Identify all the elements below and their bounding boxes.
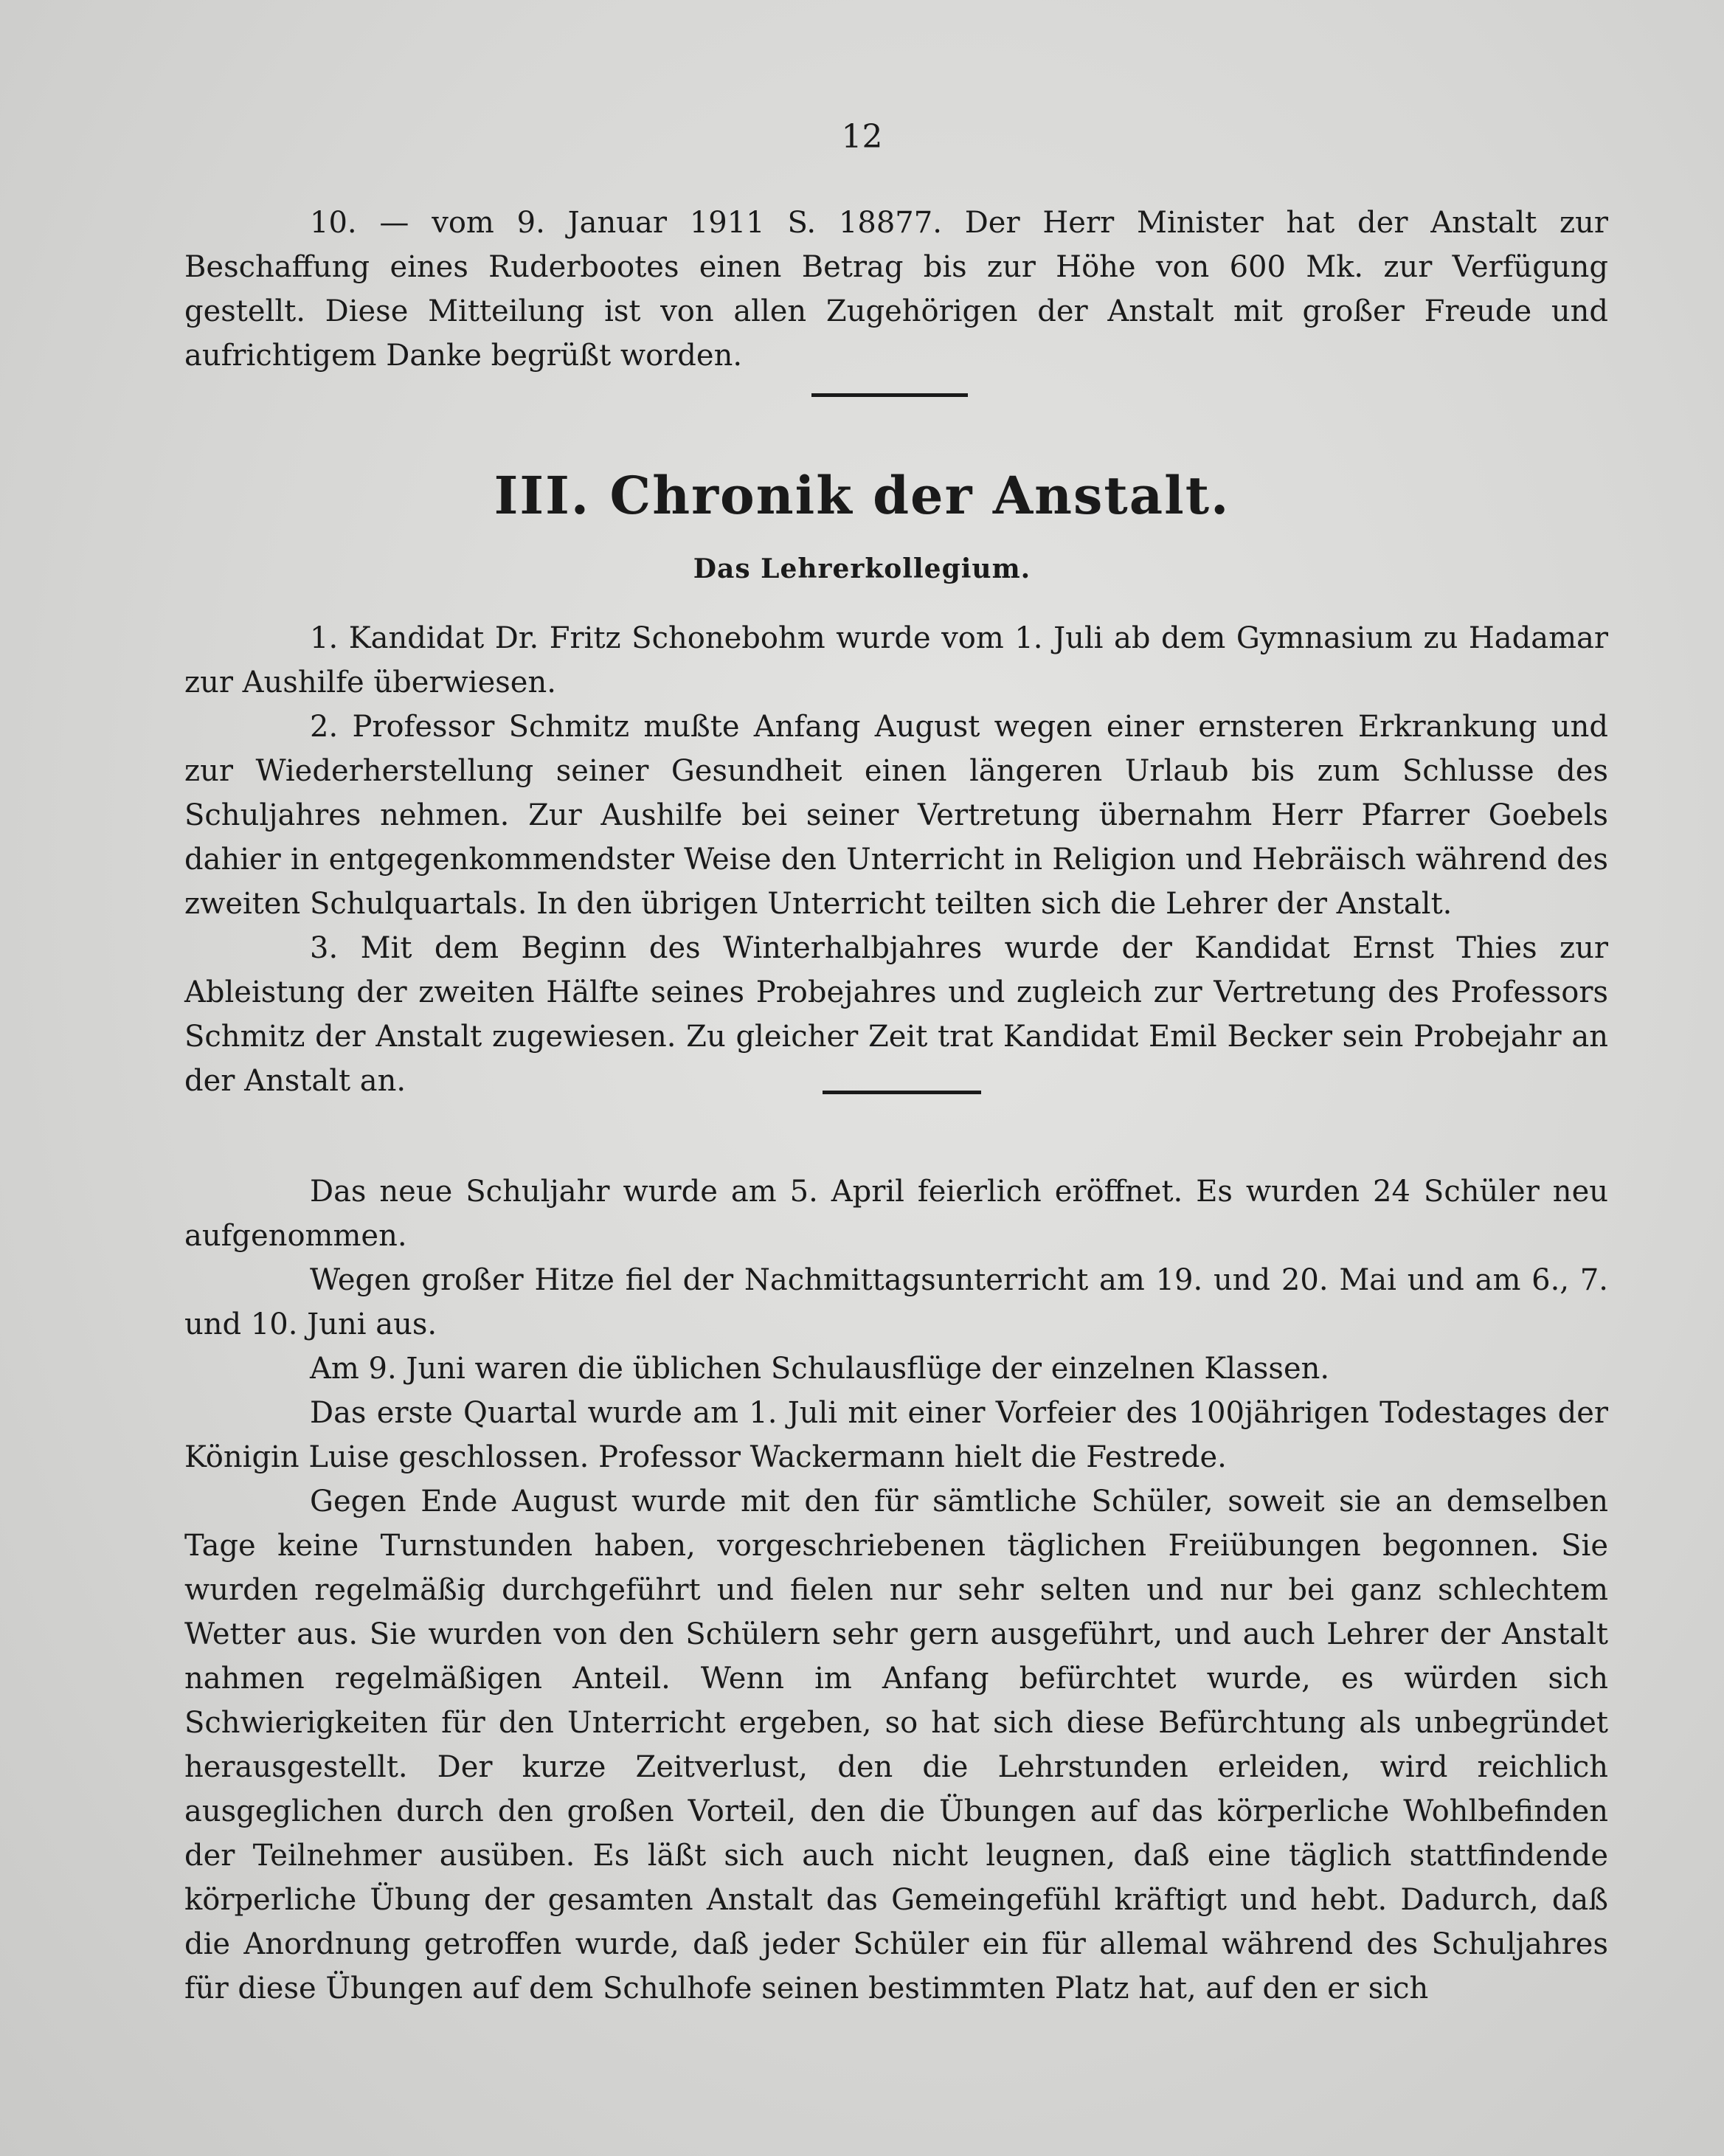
faculty-list xyxy=(184,616,1608,1103)
faculty-item: 3. Mit dem Beginn des Winterhalbjahres wurde der Kandidat Ernst Thies zur Ableistung der zweiten Hälfte seines Probejahres und zugleich zur Vertretung des Professors Schmitz der Anstalt zugewiesen. Zu gleicher Zeit trat Kandidat Emil Becker sein Probejahr an der Anstalt an. xyxy=(184,931,1608,1098)
chronicle-paragraph: Das neue Schuljahr wurde am 5. April feierlich eröffnet. Es wurden 24 Schüler neu aufgenommen. xyxy=(184,1175,1608,1253)
faculty-item: 1. Kandidat Dr. Fritz Schonebohm wurde vom 1. Juli ab dem Gymnasium zu Hadamar zur Aushilfe überwiesen. xyxy=(184,621,1608,699)
chronicle-section xyxy=(184,1169,1608,2011)
chronicle-paragraph: Am 9. Juni waren die üblichen Schulausflüge der einzelnen Klassen. xyxy=(310,1352,1330,1386)
faculty-item: 2. Professor Schmitz mußte Anfang August wegen einer ernsteren Erkrankung und zur Wiederherstellung seiner Gesundheit einen längeren Urlaub bis zum Schlusse des Schuljahres nehmen. Zur Aushilfe bei seiner Vertretung übernahm Herr Pfarrer Goebels dahier in entgegenkommendster Weise den Unterricht in Religion und Hebräisch während des zweiten Schulquartals. In den übrigen Unterricht teilten sich die Lehrer der Anstalt. xyxy=(184,710,1608,921)
decree-paragraph: 10. — vom 9. Januar 1911 S. 18877. Der Herr Minister hat der Anstalt zur Beschaffung eines Ruderbootes einen Betrag bis zur Höhe von 600 Mk. zur Verfügung gestellt. Diese Mitteilung ist von allen Zugehörigen der Anstalt mit großer Freude und aufrichtigem Danke begrüßt worden. xyxy=(184,206,1608,373)
chapter-heading: III. Chronik der Anstalt. xyxy=(494,465,1230,526)
chronicle-paragraph: Gegen Ende August wurde mit den für sämtliche Schüler, soweit sie an demselben Tage keine Turnstunden haben, vorgeschriebenen täglichen Freiübungen begonnen. Sie wurden regelmäßig durchgeführt und fielen nur sehr selten und nur bei ganz schlechtem Wetter aus. Sie wurden von den Schülern sehr gern ausgeführt, und auch Lehrer der Anstalt nahmen regelmäßigen Anteil. Wenn im Anfang befürchtet wurde, es würden sich Schwierigkeiten für den Unterricht ergeben, so hat sich diese Befürchtung als unbegründet herausgestellt. Der kurze Zeitverlust, den die Lehrstunden erleiden, wird reichlich ausgeglichen durch den großen Vorteil, den die Übungen auf das körperliche Wohlbefinden der Teilnehmer ausüben. Es läßt sich auch nicht leugnen, daß eine täglich stattfindende körperliche Übung der gesamten Anstalt das Gemeingefühl kräftigt und hebt. Dadurch, daß die Anordnung getroffen wurde, daß jeder Schüler ein für allemal während des Schuljahres für diese Übungen auf dem Schulhofe seinen bestimmten Platz hat, auf den er sich xyxy=(184,1485,1608,2005)
decree-section xyxy=(184,201,1608,378)
page-number: 12 xyxy=(841,118,883,156)
section-divider-middle xyxy=(823,1091,981,1094)
chronicle-paragraph: Wegen großer Hitze fiel der Nachmittagsunterricht am 19. und 20. Mai und am 6., 7. und 10. Juni aus. xyxy=(184,1263,1608,1341)
faculty-subheading: Das Lehrerkollegium. xyxy=(693,553,1031,584)
chronicle-paragraph: Das erste Quartal wurde am 1. Juli mit einer Vorfeier des 100jährigen Todestages der Königin Luise geschlossen. Professor Wackermann hielt die Festrede. xyxy=(184,1396,1608,1474)
section-divider-top xyxy=(811,393,968,397)
